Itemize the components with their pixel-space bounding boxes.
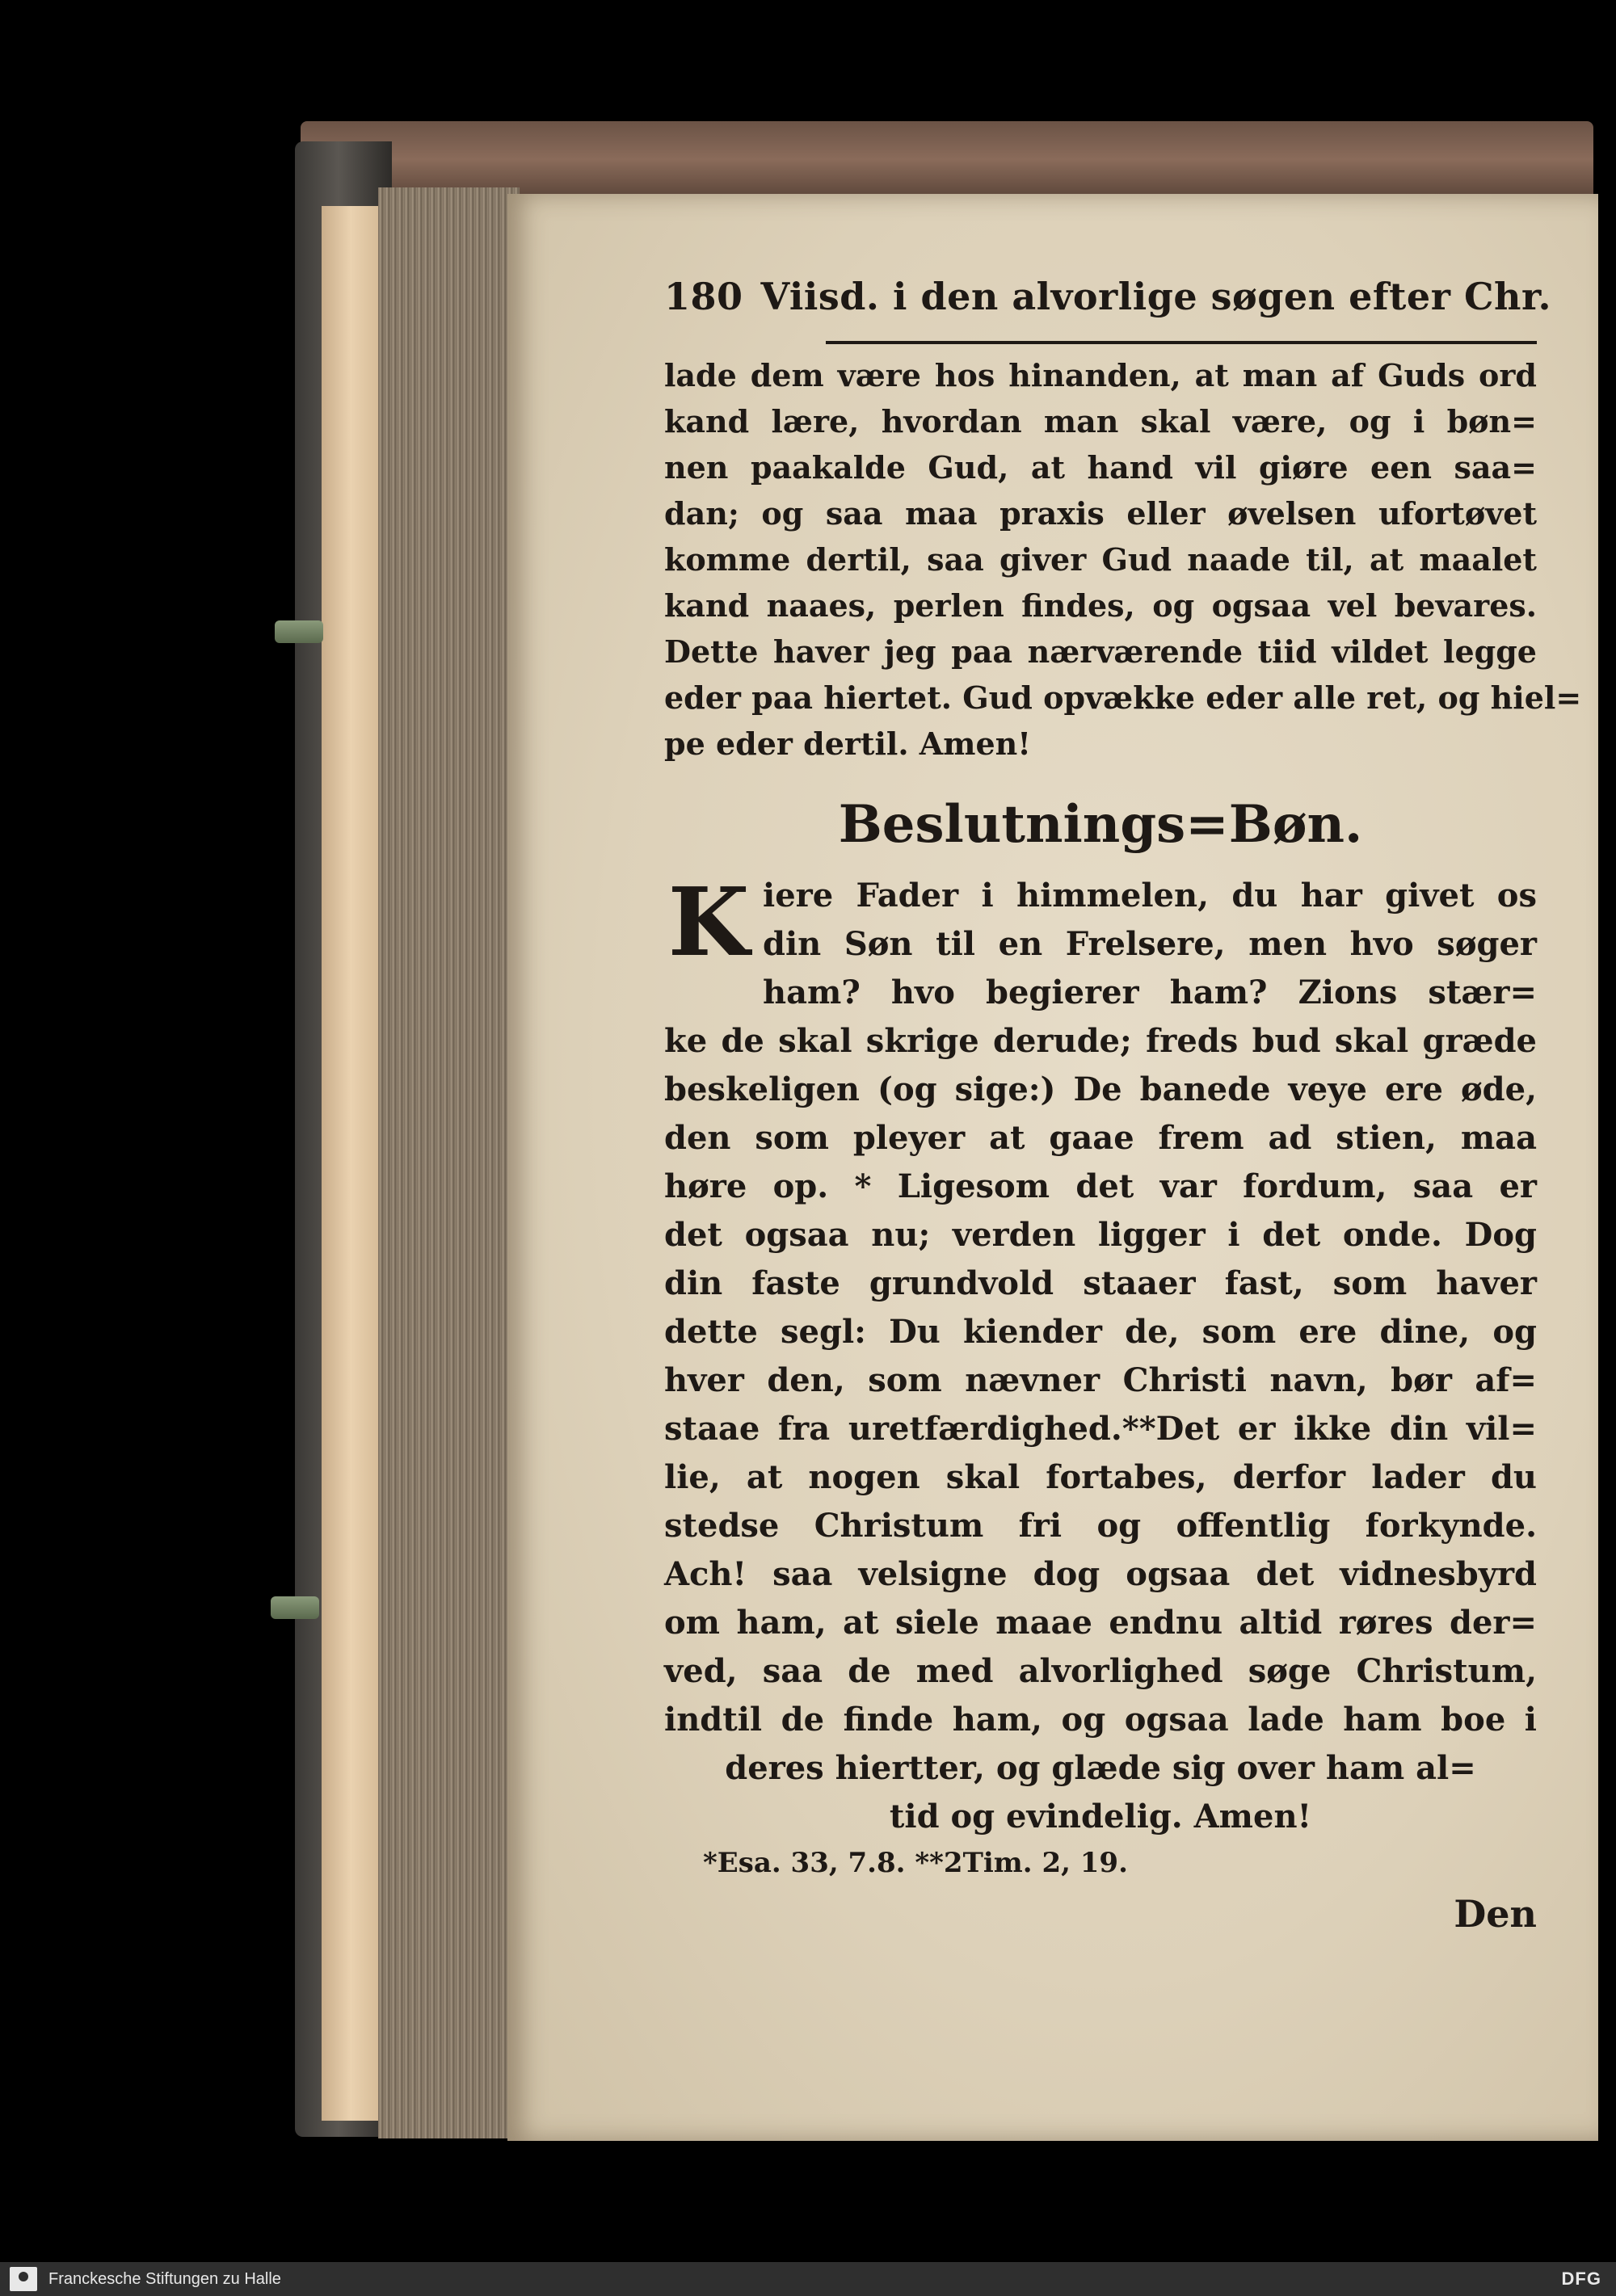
book-cover-top-edge xyxy=(301,121,1593,198)
section-heading: Beslutnings=Bøn. xyxy=(838,794,1363,855)
text-line: hver den, som nævner Christi navn, bør af= xyxy=(664,1361,1537,1399)
text-line: pe eder dertil. Amen! xyxy=(664,725,1031,762)
text-line: din faste grundvold staaer fast, som haver xyxy=(664,1264,1537,1302)
text-line: ke de skal skrige derude; freds bud skal græde xyxy=(664,1022,1537,1060)
text-line: kand lære, hvordan man skal være, og i bøn= xyxy=(664,403,1537,439)
text-line: indtil de finde ham, og ogsaa lade ham boe i xyxy=(664,1701,1537,1739)
text-line: staae fra uretfærdighed.**Det er ikke din vil= xyxy=(664,1410,1537,1448)
text-line: eder paa hiertet. Gud opvække eder alle ret, og hiel= xyxy=(664,679,1582,716)
text-line: deres hiertter, og glæde sig over ham al= xyxy=(725,1749,1476,1787)
footer-bar xyxy=(0,2262,1616,2296)
text-line: om ham, at siele maae endnu altid røres der= xyxy=(664,1604,1537,1642)
dfg-logo[interactable]: DFG xyxy=(1561,2269,1601,2289)
institution-logo-icon[interactable] xyxy=(10,2267,37,2291)
page-text xyxy=(664,275,1582,1940)
institution-name[interactable]: Franckesche Stiftungen zu Halle xyxy=(48,2270,281,2288)
drop-cap-initial: K xyxy=(667,868,750,978)
text-line: tid og evindelig. Amen! xyxy=(889,1798,1312,1836)
text-line: dette segl: Du kiender de, som ere dine, og xyxy=(664,1313,1537,1351)
text-line: Dette haver jeg paa nærværende tiid vildet legge xyxy=(664,633,1537,670)
text-line: iere Fader i himmelen, du har givet os xyxy=(763,877,1537,915)
text-line: komme dertil, saa giver Gud naade til, at maalet xyxy=(664,541,1537,578)
header-rule xyxy=(826,341,1537,344)
book-flyleaf xyxy=(322,206,380,2121)
prayer-paragraph xyxy=(664,868,1537,1841)
footnote-references: *Esa. 33, 7.8. **2Tim. 2, 19. xyxy=(703,1847,1128,1879)
text-line: ved, saa de med alvorlighed søge Christum, xyxy=(664,1652,1537,1690)
text-line: ham? hvo begierer ham? Zions stær= xyxy=(763,973,1537,1011)
page-number: 180 xyxy=(664,275,743,318)
text-line: kand naaes, perlen findes, og ogsaa vel bevares. xyxy=(664,587,1537,624)
page-edges xyxy=(378,187,520,2138)
book-clasp-icon xyxy=(275,620,323,643)
text-line: lie, at nogen skal fortabes, derfor lader du xyxy=(664,1458,1537,1496)
text-line: nen paakalde Gud, at hand vil giøre een saa= xyxy=(664,449,1537,486)
text-line: dan; og saa maa praxis eller øvelsen ufortøvet xyxy=(664,495,1537,532)
book-clasp-icon xyxy=(271,1596,319,1619)
text-line: høre op. * Ligesom det var fordum, saa er xyxy=(664,1167,1537,1205)
text-line: det ogsaa nu; verden ligger i det onde. Dog xyxy=(664,1216,1537,1254)
text-line: den som pleyer at gaae frem ad stien, maa xyxy=(664,1119,1537,1157)
running-head xyxy=(664,275,1552,352)
catchword: Den xyxy=(1454,1892,1537,1936)
text-line: din Søn til en Frelsere, men hvo søger xyxy=(763,925,1537,963)
body-paragraph xyxy=(664,352,1582,767)
running-head-title: Viisd. i den alvorlige søgen efter Chr. xyxy=(760,275,1552,318)
text-line: Ach! saa velsigne dog ogsaa det vidnesbyrd xyxy=(664,1555,1537,1593)
text-line: beskeligen (og sige:) De banede veye ere øde, xyxy=(664,1070,1537,1108)
text-line: stedse Christum fri og offentlig forkynde. xyxy=(664,1507,1537,1545)
text-line: lade dem være hos hinanden, at man af Guds ord xyxy=(664,357,1537,393)
